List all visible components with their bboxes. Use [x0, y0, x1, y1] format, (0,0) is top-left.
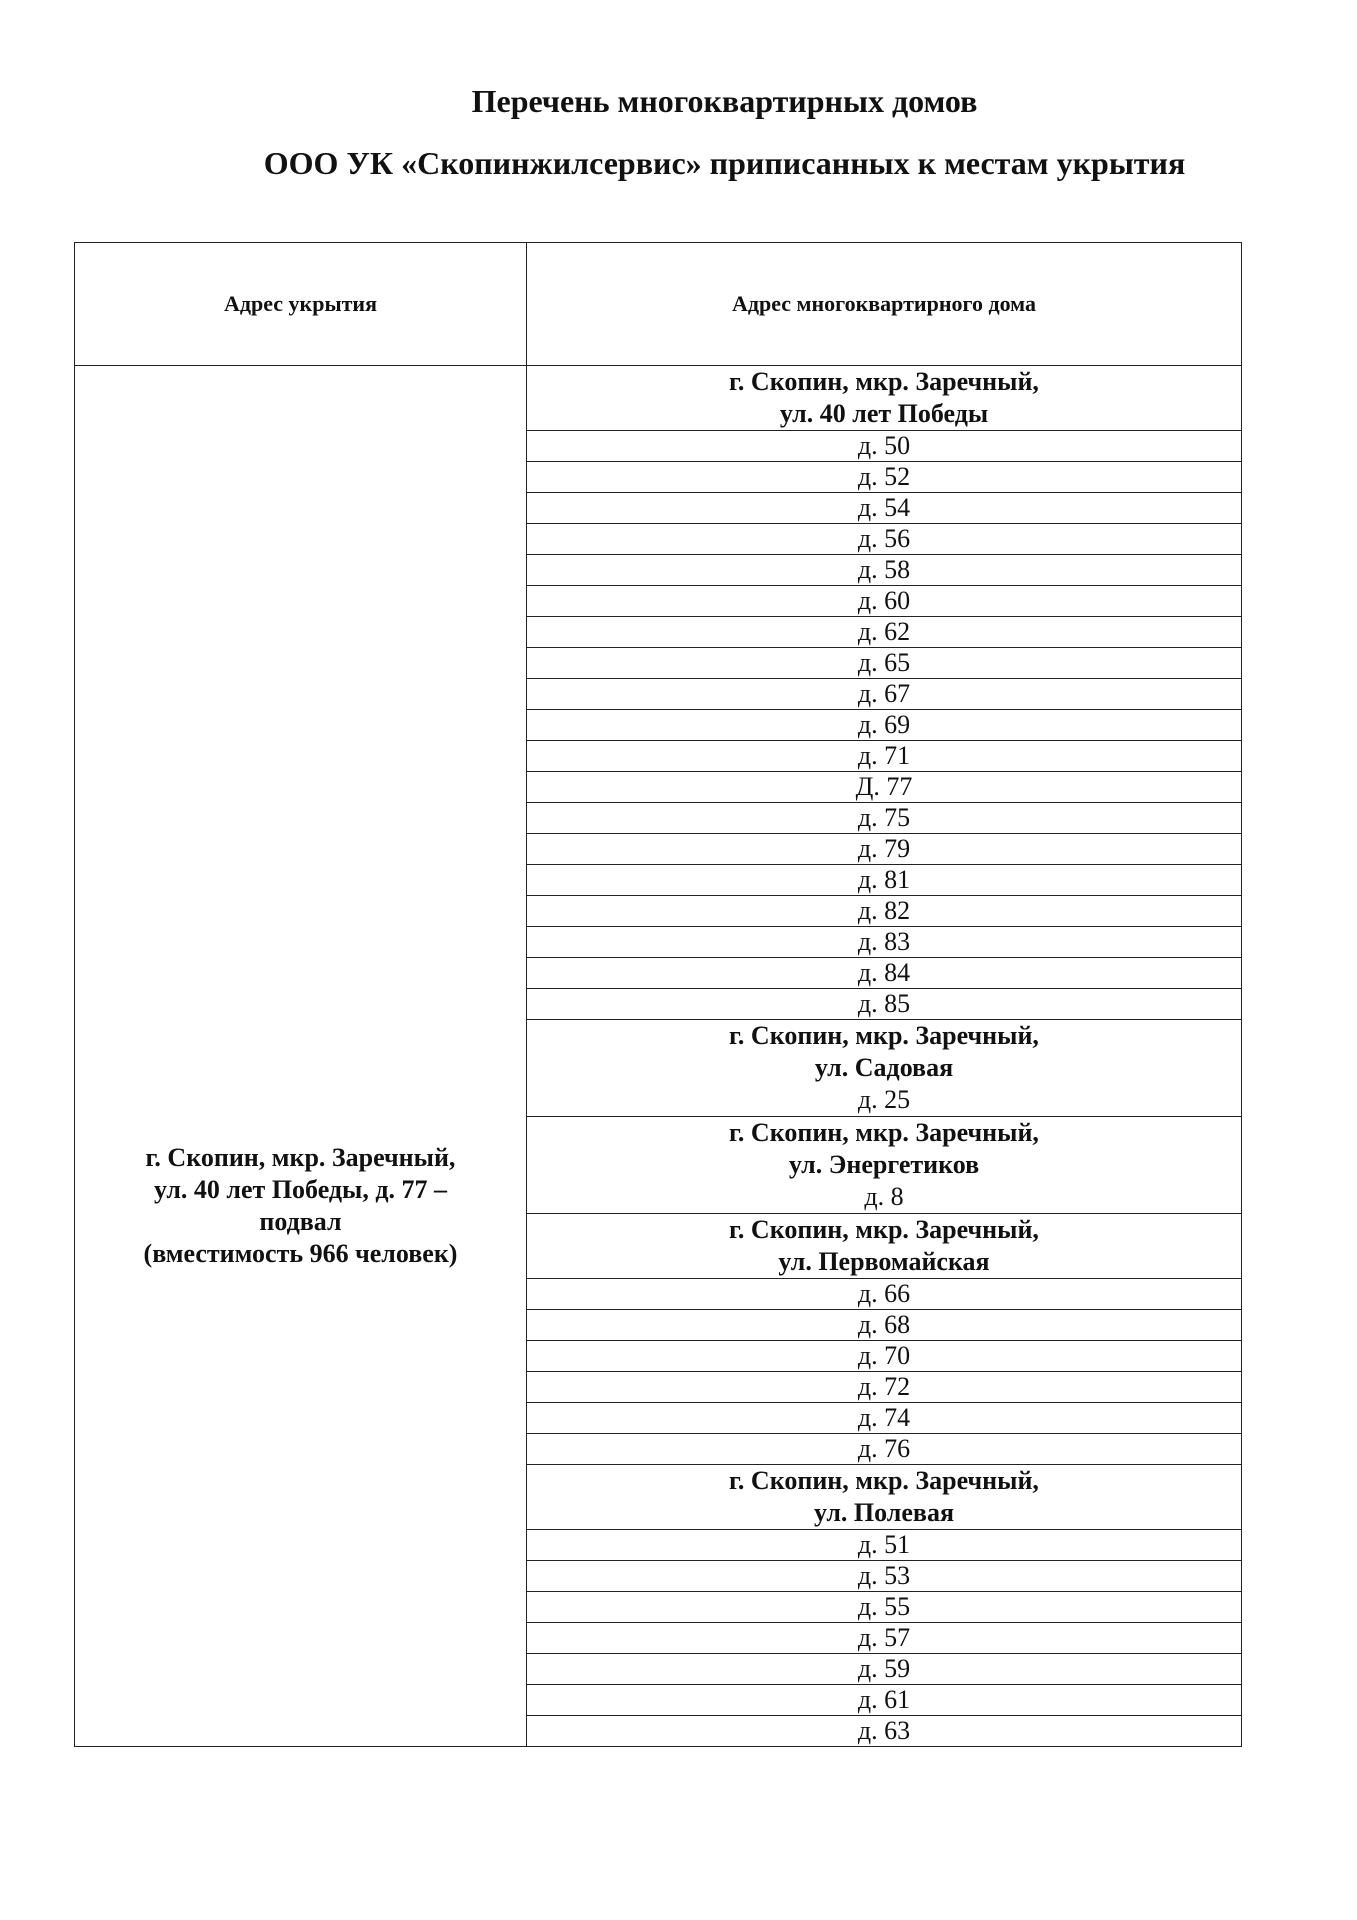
- street-name-line: ул. Первомайская: [778, 1247, 990, 1276]
- house-number-cell: д. 54: [527, 493, 1242, 524]
- header-building-address: Адрес многоквартирного дома: [527, 243, 1242, 366]
- shelter-address-cell: [75, 366, 527, 1747]
- house-number-cell: д. 76: [527, 1434, 1242, 1465]
- street-name-line: ул. Энергетиков: [788, 1150, 980, 1179]
- street-cell: [527, 1465, 1242, 1530]
- house-number-cell: д. 51: [527, 1530, 1242, 1561]
- house-number-cell: д. 62: [527, 617, 1242, 648]
- shelter-address-line: (вместимость 966 человек): [143, 1239, 458, 1268]
- house-number-cell: д. 63: [527, 1716, 1242, 1747]
- house-number-cell: д. 50: [527, 431, 1242, 462]
- house-number-cell: д. 52: [527, 462, 1242, 493]
- table-header-row: [75, 243, 1242, 366]
- house-number-cell: Д. 77: [527, 772, 1242, 803]
- house-number-cell: д. 68: [527, 1310, 1242, 1341]
- house-number-cell: д. 85: [527, 989, 1242, 1020]
- street-name-line: ул. 40 лет Победы: [779, 399, 989, 428]
- house-number: д. 8: [864, 1182, 904, 1211]
- house-number-cell: д. 53: [527, 1561, 1242, 1592]
- street-name-line: ул. Садовая: [814, 1053, 954, 1082]
- street-name-line: ул. Полевая: [813, 1498, 955, 1527]
- shelter-address-line: г. Скопин, мкр. Заречный,: [145, 1143, 456, 1172]
- street-cell: [527, 1214, 1242, 1279]
- shelter-address-line: ул. 40 лет Победы, д. 77 –: [153, 1175, 448, 1204]
- house-number: д. 25: [857, 1085, 911, 1114]
- house-number-cell: д. 72: [527, 1372, 1242, 1403]
- house-number-cell: д. 74: [527, 1403, 1242, 1434]
- house-number-cell: д. 81: [527, 865, 1242, 896]
- house-number-cell: д. 70: [527, 1341, 1242, 1372]
- house-number-cell: д. 55: [527, 1592, 1242, 1623]
- house-number-cell: д. 61: [527, 1685, 1242, 1716]
- house-number-cell: д. 67: [527, 679, 1242, 710]
- street-name-line: г. Скопин, мкр. Заречный,: [729, 1118, 1039, 1147]
- header-shelter-address: Адрес укрытия: [75, 243, 527, 366]
- street-cell: [527, 366, 1242, 431]
- document-title-line-2: ООО УК «Скопинжилсервис» приписанных к местам укрытия: [263, 145, 1186, 181]
- shelter-table: [74, 242, 1242, 1747]
- house-number-cell: д. 59: [527, 1654, 1242, 1685]
- street-name-line: г. Скопин, мкр. Заречный,: [729, 1215, 1039, 1244]
- street-cell: [527, 1117, 1242, 1214]
- house-number-cell: д. 83: [527, 927, 1242, 958]
- street-cell: [527, 1020, 1242, 1117]
- house-number-cell: д. 58: [527, 555, 1242, 586]
- table-row: [75, 366, 1242, 431]
- street-name-line: г. Скопин, мкр. Заречный,: [729, 1466, 1039, 1495]
- house-number-cell: д. 79: [527, 834, 1242, 865]
- house-number-cell: д. 82: [527, 896, 1242, 927]
- house-number-cell: д. 84: [527, 958, 1242, 989]
- house-number-cell: д. 57: [527, 1623, 1242, 1654]
- shelter-address-line: подвал: [259, 1207, 342, 1236]
- house-number-cell: д. 65: [527, 648, 1242, 679]
- house-number-cell: д. 66: [527, 1279, 1242, 1310]
- document-title-line-1: Перечень многоквартирных домов: [471, 83, 978, 119]
- house-number-cell: д. 69: [527, 710, 1242, 741]
- house-number-cell: д. 75: [527, 803, 1242, 834]
- street-name-line: г. Скопин, мкр. Заречный,: [729, 367, 1039, 396]
- house-number-cell: д. 56: [527, 524, 1242, 555]
- house-number-cell: д. 60: [527, 586, 1242, 617]
- house-number-cell: д. 71: [527, 741, 1242, 772]
- street-name-line: г. Скопин, мкр. Заречный,: [729, 1021, 1039, 1050]
